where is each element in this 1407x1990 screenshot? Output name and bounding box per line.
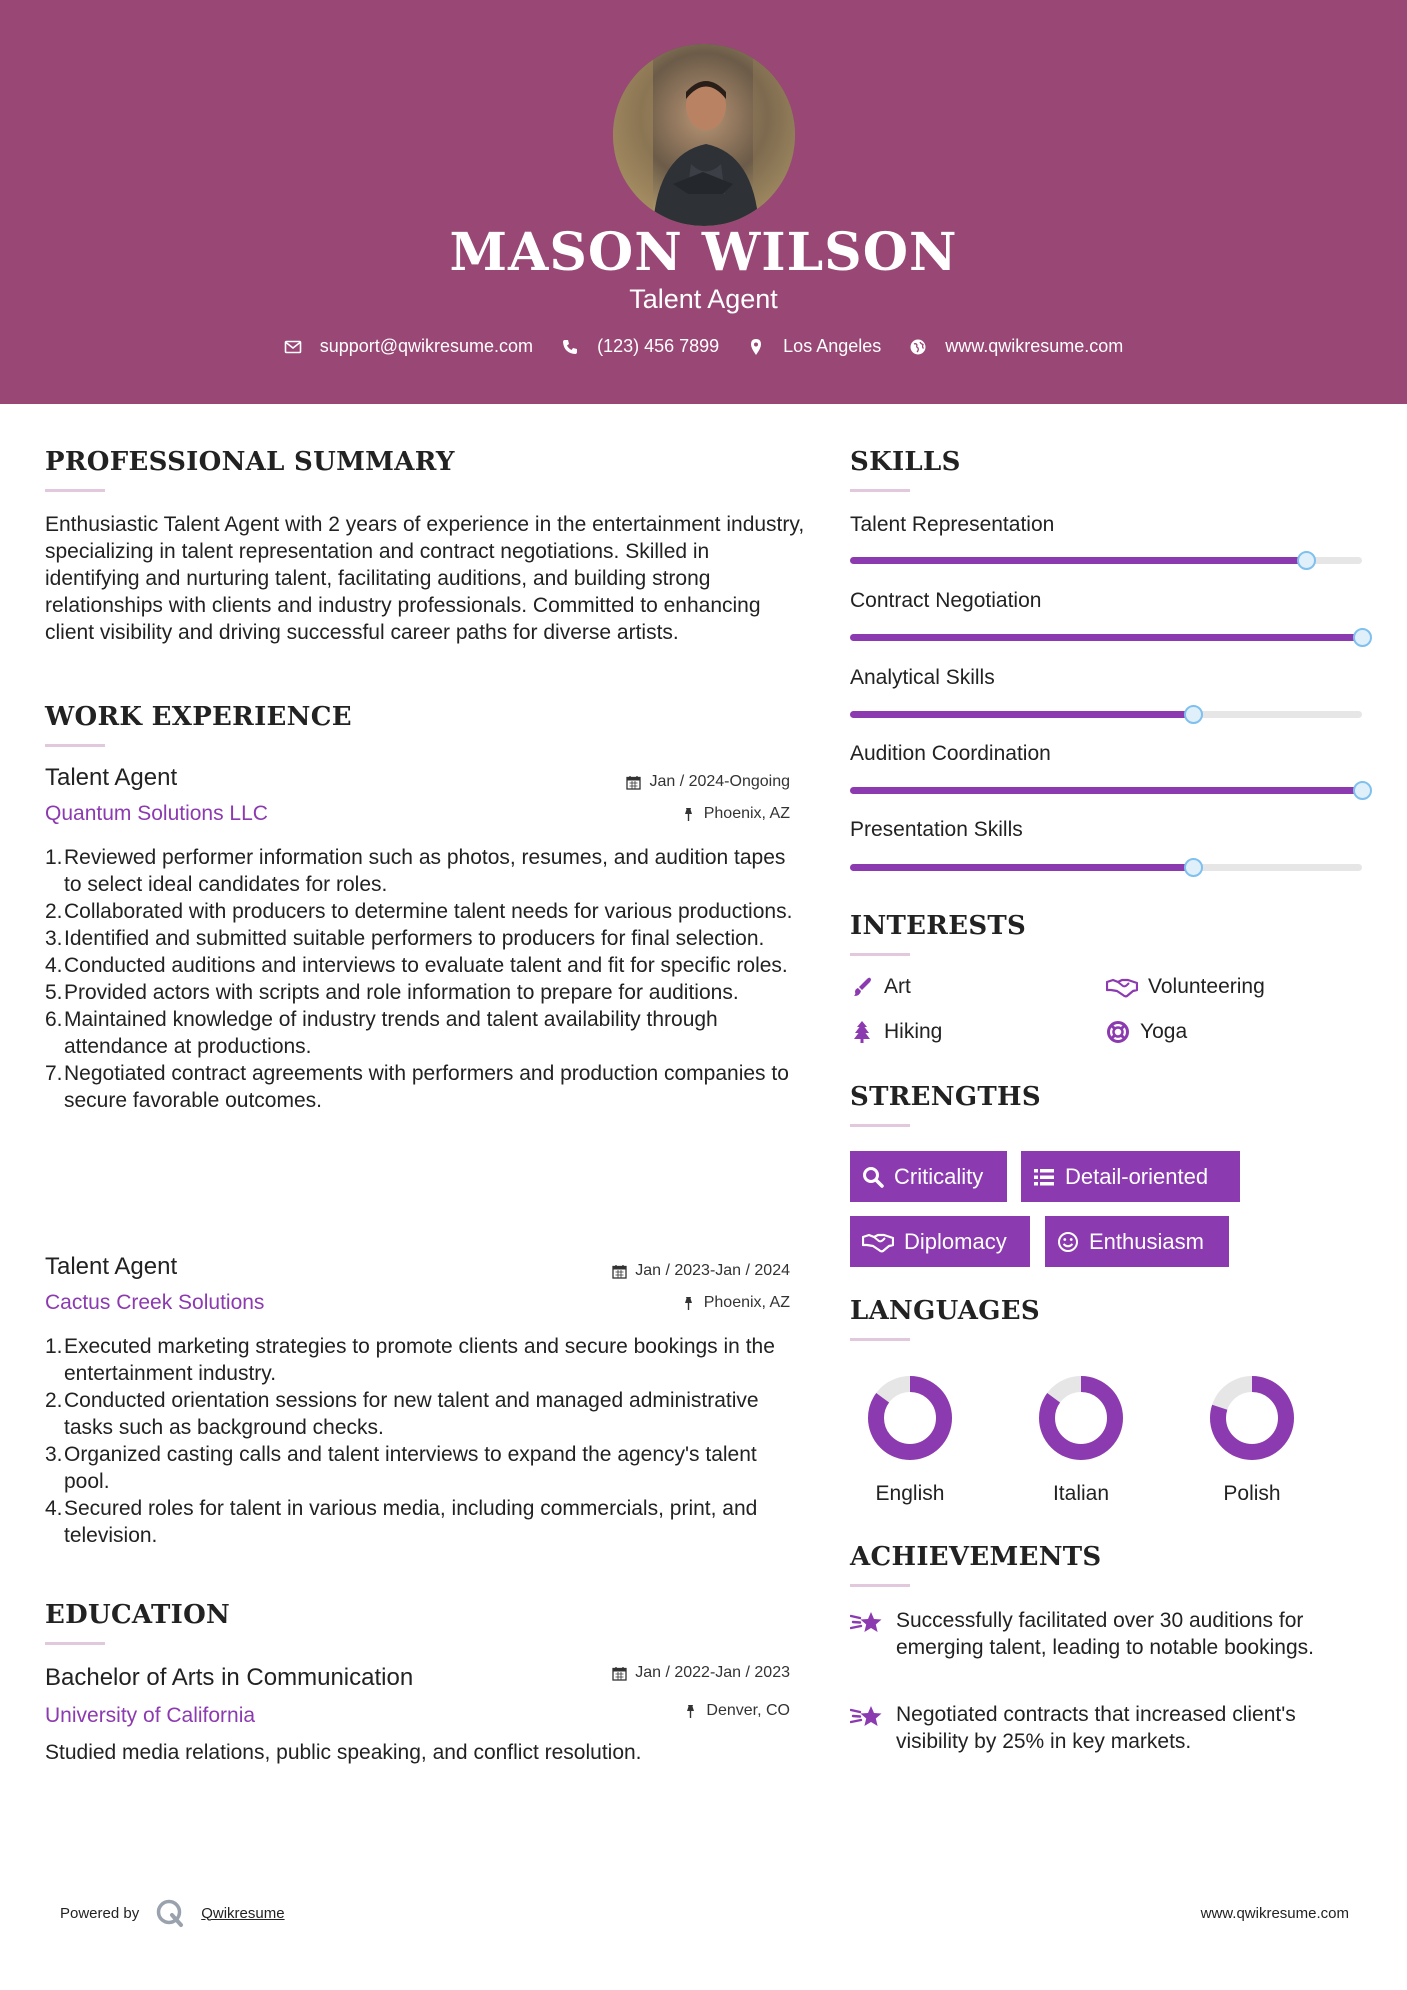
job-title: Talent Agent	[45, 764, 178, 791]
job-location-text: Phoenix, AZ	[703, 805, 790, 822]
job-company: Cactus Creek Solutions	[45, 1291, 265, 1314]
candidate-title: Talent Agent	[629, 284, 778, 314]
calendar-icon	[626, 775, 641, 790]
strength-badge	[1045, 1216, 1229, 1267]
powered-by-label: Powered by	[60, 1904, 140, 1922]
pushpin-icon	[681, 807, 696, 822]
experience-heading-underline	[45, 744, 105, 747]
pushpin-icon	[683, 1704, 698, 1719]
list-item: 6. Maintained knowledge of industry trends and talent availability through attendance at productions.	[45, 1008, 718, 1058]
list-item: 3. Organized casting calls and talent interviews to expand the agency's talent pool.	[45, 1443, 757, 1493]
contact-location	[747, 336, 881, 357]
job-dates	[626, 773, 790, 791]
language-name: Italian	[1052, 1482, 1110, 1505]
handshake-icon	[1106, 975, 1138, 999]
job-dates-row	[390, 773, 790, 793]
education-location-row	[390, 1702, 790, 1722]
skills-heading: SKILLS	[850, 447, 961, 477]
skill-bar-fill	[850, 557, 1306, 564]
skill-label: Contract Negotiation	[850, 589, 1042, 612]
job-location-text: Phoenix, AZ	[703, 1294, 790, 1311]
interests-heading-underline	[850, 953, 910, 956]
skill-bar-fill	[850, 634, 1362, 641]
skill-bar-knob	[1353, 781, 1372, 800]
skill-bar-knob	[1297, 551, 1316, 570]
job-bullets	[45, 844, 805, 1114]
contact-phone-text: (123) 456 7899	[597, 336, 720, 356]
strength-label: Diplomacy	[904, 1228, 1007, 1254]
interest-label: Hiking	[884, 1020, 943, 1043]
achievement-text: Successfully facilitated over 30 auditions for emerging talent, leading to notable bookings.	[896, 1609, 1314, 1659]
job-location	[681, 805, 790, 823]
achievements-heading-underline	[850, 1584, 910, 1587]
envelope-icon	[284, 338, 302, 356]
school-name: University of California	[45, 1704, 256, 1727]
pushpin-icon	[681, 1296, 696, 1311]
map-marker-icon	[747, 338, 765, 356]
languages-heading-underline	[850, 1338, 910, 1341]
education-heading: EDUCATION	[45, 1600, 231, 1630]
job-location-row	[390, 805, 790, 825]
languages-heading: LANGUAGES	[850, 1296, 1040, 1326]
search-icon	[862, 1166, 884, 1188]
strength-label: Enthusiasm	[1089, 1228, 1204, 1254]
interest-label: Art	[884, 975, 911, 998]
job-bullets	[45, 1333, 805, 1549]
list-icon	[1033, 1166, 1055, 1188]
qwikresume-link[interactable]: Qwikresume	[201, 1904, 285, 1922]
education-description: Studied media relations, public speaking, and conflict resolution.	[45, 1741, 642, 1764]
contact-email[interactable]	[284, 336, 533, 357]
skill-bar-fill	[850, 787, 1362, 794]
language-donut	[1208, 1374, 1296, 1462]
summary-heading-underline	[45, 489, 105, 492]
shooting-star-icon	[850, 1701, 884, 1731]
candidate-name: MASON WILSON	[449, 222, 958, 283]
footer-powered-by	[60, 1898, 285, 1928]
skill-bar	[850, 634, 1362, 641]
strength-label: Criticality	[894, 1163, 984, 1189]
language-item	[1187, 1374, 1317, 1506]
interests-heading: INTERESTS	[850, 911, 1027, 941]
job-dates	[612, 1262, 790, 1280]
paintbrush-icon	[850, 975, 874, 999]
skill-bar-knob	[1184, 858, 1203, 877]
strength-badge	[850, 1216, 1030, 1267]
language-name: English	[875, 1482, 945, 1505]
experience-heading: WORK EXPERIENCE	[45, 702, 352, 732]
interest-item	[850, 975, 911, 999]
skills-heading-underline	[850, 489, 910, 492]
resume-header	[0, 0, 1407, 404]
skill-label: Presentation Skills	[850, 818, 1023, 841]
summary-heading: PROFESSIONAL SUMMARY	[45, 447, 455, 477]
education-location	[683, 1702, 790, 1720]
list-item: 3. Identified and submitted suitable performers to producers for final selection.	[45, 927, 765, 950]
smile-icon	[1057, 1231, 1079, 1253]
achievements-heading: ACHIEVEMENTS	[850, 1542, 1102, 1572]
calendar-icon	[612, 1264, 627, 1279]
list-item: 1. Executed marketing strategies to promote clients and secure bookings in the entertainment industry.	[45, 1335, 775, 1385]
contact-email-text: support@qwikresume.com	[319, 336, 534, 356]
skill-label: Talent Representation	[850, 513, 1055, 536]
job-dates-row	[390, 1262, 790, 1282]
interest-label: Yoga	[1140, 1020, 1188, 1043]
strengths-heading-underline	[850, 1124, 910, 1127]
degree-title: Bachelor of Arts in Communication	[45, 1664, 414, 1691]
calendar-icon	[612, 1666, 627, 1681]
footer-url[interactable]: www.qwikresume.com	[1200, 1905, 1349, 1922]
handshake-icon	[862, 1231, 894, 1253]
globe-icon	[909, 338, 927, 356]
phone-icon	[561, 338, 579, 356]
job-title: Talent Agent	[45, 1253, 178, 1280]
list-item: 4. Conducted auditions and interviews to evaluate talent and fit for specific roles.	[45, 954, 788, 977]
skill-bar	[850, 864, 1362, 871]
skill-bar-fill	[850, 864, 1193, 871]
list-item: 2. Conducted orientation sessions for new talent and managed administrative tasks such as background checks.	[45, 1389, 759, 1439]
education-dates	[612, 1664, 790, 1682]
education-heading-underline	[45, 1642, 105, 1645]
skill-bar	[850, 787, 1362, 794]
qwikresume-logo-icon	[155, 1898, 185, 1928]
interest-item	[1106, 1020, 1187, 1044]
achievement-text: Negotiated contracts that increased client's visibility by 25% in key markets.	[896, 1703, 1296, 1753]
strengths-heading: STRENGTHS	[850, 1082, 1041, 1112]
skill-label: Analytical Skills	[850, 666, 995, 689]
tree-icon	[850, 1020, 874, 1044]
skill-bar-knob	[1353, 628, 1372, 647]
list-item: 2. Collaborated with producers to determine talent needs for various productions.	[45, 900, 793, 923]
language-donut	[1037, 1374, 1125, 1462]
strength-badge	[1021, 1151, 1240, 1202]
profile-photo	[613, 44, 795, 226]
skill-bar	[850, 711, 1362, 718]
interest-item	[1106, 975, 1265, 999]
strength-badge	[850, 1151, 1007, 1202]
education-dates-row	[390, 1664, 790, 1684]
list-item: 4. Secured roles for talent in various media, including commercials, print, and television.	[45, 1497, 758, 1547]
job-location-row	[390, 1294, 790, 1314]
achievement-item	[850, 1607, 1370, 1661]
contact-phone[interactable]	[561, 336, 719, 357]
language-item	[845, 1374, 975, 1506]
education-location-text: Denver, CO	[706, 1702, 790, 1719]
job-dates-text: Jan / 2023-Jan / 2024	[635, 1262, 790, 1279]
job-company: Quantum Solutions LLC	[45, 802, 268, 825]
language-donut	[866, 1374, 954, 1462]
job-dates-text: Jan / 2024-Ongoing	[649, 773, 790, 790]
contact-website[interactable]	[909, 336, 1123, 357]
education-dates-text: Jan / 2022-Jan / 2023	[635, 1664, 790, 1681]
life-ring-icon	[1106, 1020, 1130, 1044]
contact-bar	[0, 336, 1407, 357]
list-item: 7. Negotiated contract agreements with performers and production companies to secure favorable outcomes.	[45, 1062, 789, 1112]
skill-bar-fill	[850, 711, 1193, 718]
interest-item	[850, 1020, 942, 1044]
list-item: 1. Reviewed performer information such as photos, resumes, and audition tapes to select ideal candidates for roles.	[45, 846, 786, 896]
skill-bar-knob	[1184, 705, 1203, 724]
language-name: Polish	[1223, 1482, 1281, 1505]
strength-label: Detail-oriented	[1065, 1163, 1209, 1189]
interest-label: Volunteering	[1148, 975, 1265, 998]
summary-text: Enthusiastic Talent Agent with 2 years of experience in the entertainment industry, specializing in talent representation and contract negotiations. Skilled in identifying and nurturing talent, facilitating auditions, and building strong relationships with clients and industry professionals. Committed to enhancing client visibility and driving successful career paths for diverse artists.	[45, 513, 805, 644]
skill-label: Audition Coordination	[850, 742, 1051, 765]
shooting-star-icon	[850, 1607, 884, 1637]
contact-location-text: Los Angeles	[783, 336, 882, 356]
job-location	[681, 1294, 790, 1312]
list-item: 5. Provided actors with scripts and role information to prepare for auditions.	[45, 981, 739, 1004]
achievement-item	[850, 1701, 1370, 1755]
skill-bar	[850, 557, 1362, 564]
contact-website-text: www.qwikresume.com	[945, 336, 1124, 356]
language-item	[1016, 1374, 1146, 1506]
